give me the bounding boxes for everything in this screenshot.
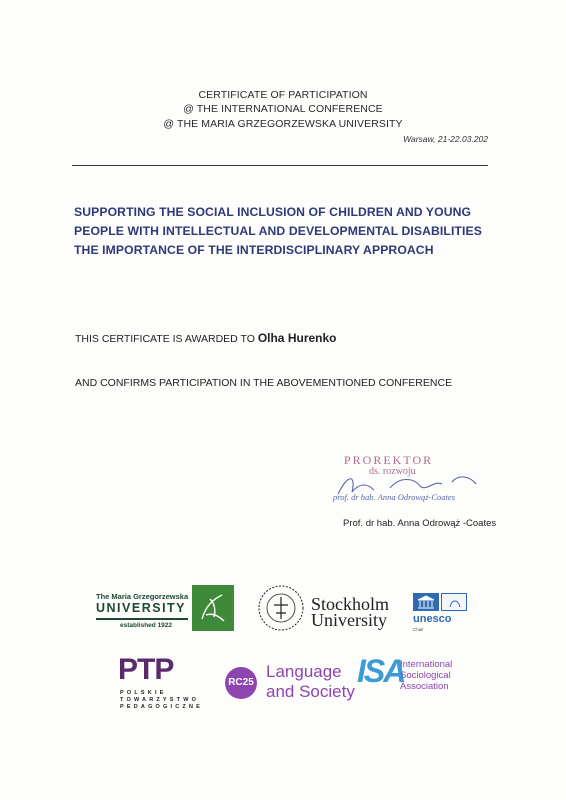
- stamp-title: PROREKTOR: [344, 453, 434, 467]
- unesco-temple-icon: [413, 593, 439, 611]
- conference-title-line-2: PEOPLE WITH INTELLECTUAL AND DEVELOPMENTAL DISABILITIES: [74, 224, 482, 238]
- unesco-logo: [413, 593, 469, 631]
- award-prefix: THIS CERTIFICATE IS AWARDED TO: [75, 333, 255, 345]
- conference-title-line-3: THE IMPORTANCE OF THE INTERDISCIPLINARY APPROACH: [74, 243, 434, 257]
- stockholm-line-1: Stockholm: [311, 594, 390, 614]
- stockholm-seal-icon: [256, 583, 306, 633]
- recipient-name: Olha Hurenko: [257, 331, 337, 345]
- isa-line-3: Association: [400, 681, 449, 692]
- ptp-logo: [118, 653, 204, 713]
- ptp-mark: PTP: [118, 653, 174, 686]
- award-statement: [75, 331, 337, 345]
- stamp-name: prof. dr hab. Anna Odrowąż-Coates: [333, 492, 456, 502]
- stockholm-logo: [311, 596, 389, 628]
- stamp-subtitle: ds. rozwoju: [369, 466, 416, 477]
- mgu-logo-line-2: UNIVERSITY: [96, 601, 187, 615]
- isa-line-2: Sociological: [400, 670, 451, 681]
- isa-mark: ISA: [357, 653, 405, 689]
- ptp-line-1: POLSKIE: [120, 690, 167, 696]
- mgu-logo-bar: [96, 618, 188, 620]
- mgu-emblem-icon: [192, 585, 234, 631]
- signer-name: Prof. dr hab. Anna Odrowąż -Coates: [343, 518, 497, 529]
- mgu-logo: [92, 585, 242, 633]
- certificate-heading: CERTIFICATE OF PARTICIPATION: [198, 89, 368, 101]
- language-society-line-2: and Society: [266, 682, 355, 701]
- conference-heading: @ THE INTERNATIONAL CONFERENCE: [183, 103, 383, 115]
- place-date: Warsaw, 21-22.03.202: [403, 134, 488, 144]
- rc25-badge: RC25: [225, 667, 257, 699]
- ptp-line-3: PEDAGOGICZNE: [120, 704, 204, 710]
- stockholm-line-2: University: [311, 610, 387, 630]
- unesco-sub: Chair: [413, 627, 424, 632]
- mgu-logo-line-3: established 1922: [120, 622, 173, 629]
- confirmation-statement: AND CONFIRMS PARTICIPATION IN THE ABOVEMENTIONED CONFERENCE: [75, 377, 453, 389]
- university-heading: @ THE MARIA GRZEGORZEWSKA UNIVERSITY: [163, 118, 403, 130]
- conference-title-line-1: SUPPORTING THE SOCIAL INCLUSION OF CHILDREN AND YOUNG: [74, 205, 472, 219]
- divider: [72, 165, 488, 166]
- ptp-line-2: TOWARZYSTWO: [120, 697, 200, 703]
- unesco-name: unesco: [413, 613, 452, 625]
- language-society-line-1: Language: [266, 662, 342, 681]
- isa-line-1: International: [400, 659, 453, 670]
- mgu-logo-line-1: The Maria Grzegorzewska: [96, 592, 189, 601]
- chair-icon: [441, 593, 467, 611]
